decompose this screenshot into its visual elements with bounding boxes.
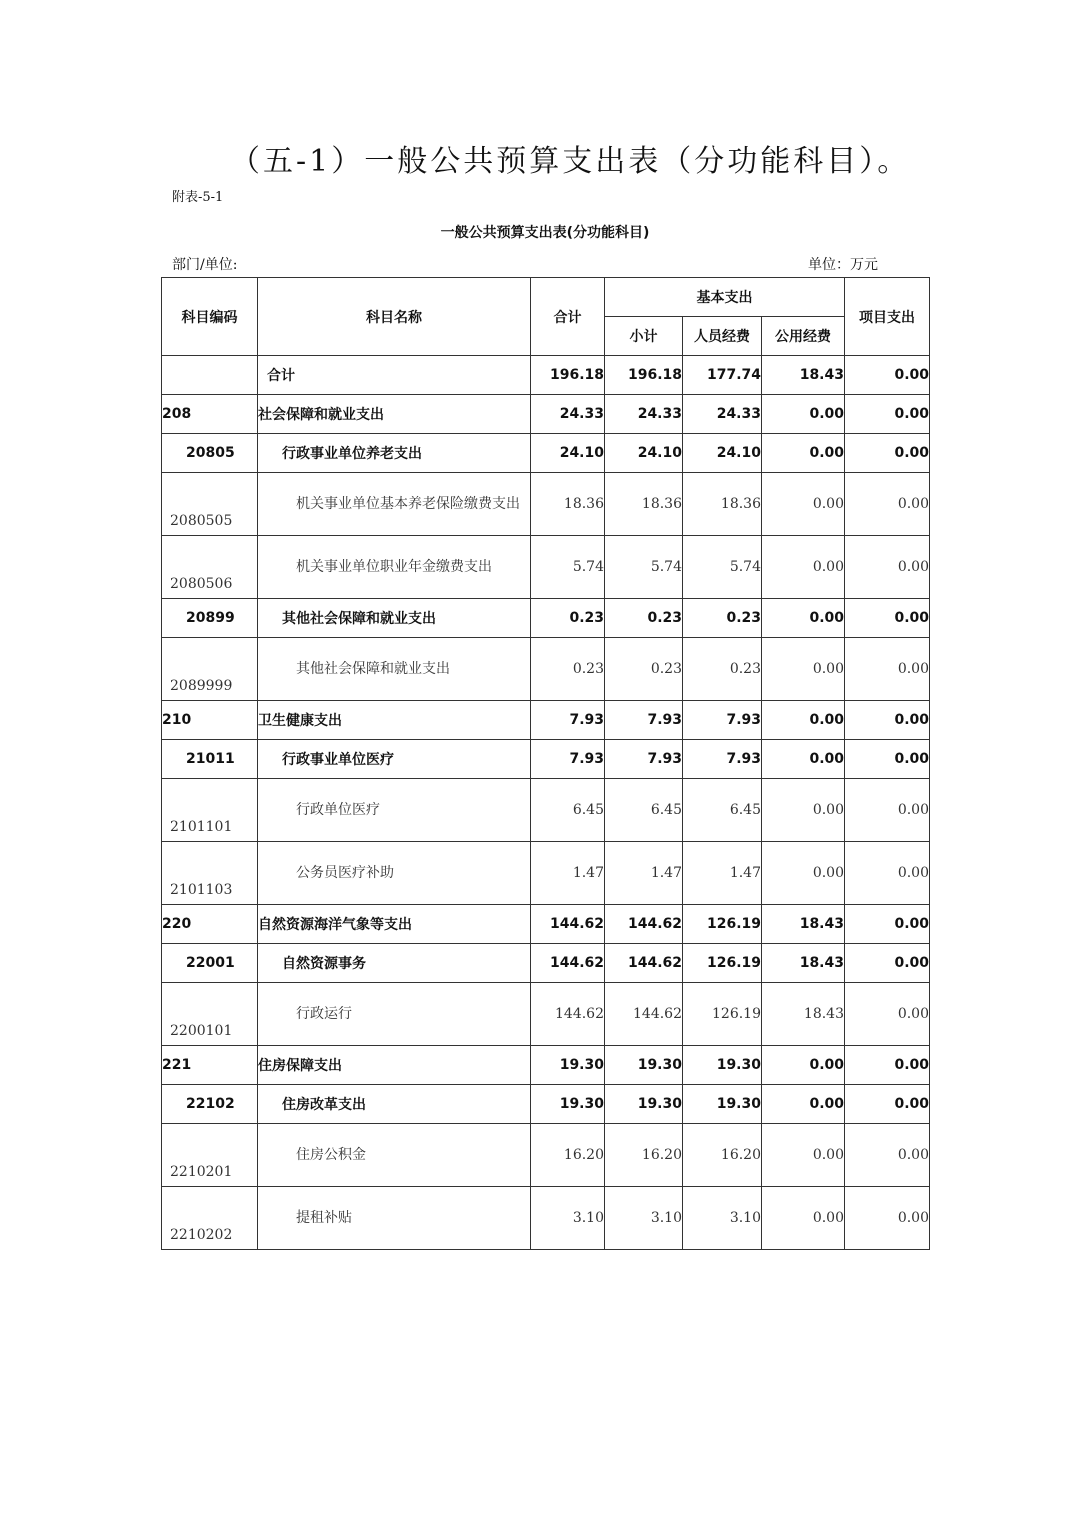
cell-name: 其他社会保障和就业支出 [258,638,531,701]
cell-public: 0.00 [762,842,845,905]
cell-name: 行政单位医疗 [258,779,531,842]
cell-subtotal: 7.93 [605,701,683,740]
table-row [162,356,930,395]
cell-personnel: 177.74 [683,356,762,395]
cell-code: 221 [162,1046,258,1085]
cell-public: 18.43 [762,356,845,395]
cell-public: 18.43 [762,905,845,944]
cell-name: 住房保障支出 [258,1046,531,1085]
cell-code: 2080506 [162,536,258,599]
table-row [162,434,930,473]
cell-subtotal: 18.36 [605,473,683,536]
page-heading: （五-1）一般公共预算支出表（分功能科目）。 [230,144,911,179]
cell-public: 0.00 [762,1046,845,1085]
cell-subtotal: 6.45 [605,779,683,842]
cell-code: 22102 [162,1085,258,1124]
cell-code: 2200101 [162,983,258,1046]
header-subtotal: 小计 [605,317,683,356]
cell-subtotal: 144.62 [605,983,683,1046]
cell-project: 0.00 [845,701,930,740]
cell-project: 0.00 [845,779,930,842]
header-total: 合计 [531,278,605,356]
cell-project: 0.00 [845,536,930,599]
cell-project: 0.00 [845,356,930,395]
header-personnel: 人员经费 [683,317,762,356]
header-basic: 基本支出 [605,278,845,317]
cell-personnel: 3.10 [683,1187,762,1250]
cell-name: 住房公积金 [258,1124,531,1187]
cell-project: 0.00 [845,599,930,638]
cell-public: 0.00 [762,701,845,740]
attachment-label: 附表-5-1 [172,190,224,205]
table-row [162,536,930,599]
cell-code: 2089999 [162,638,258,701]
cell-personnel: 1.47 [683,842,762,905]
cell-project: 0.00 [845,434,930,473]
cell-total: 19.30 [531,1046,605,1085]
table-row [162,638,930,701]
cell-project: 0.00 [845,905,930,944]
table-row [162,905,930,944]
cell-total: 24.10 [531,434,605,473]
unit-label: 单位：万元 [808,257,878,273]
cell-name: 自然资源海洋气象等支出 [258,905,531,944]
table-title: 一般公共预算支出表(分功能科目) [440,225,650,241]
table-row [162,701,930,740]
cell-total: 5.74 [531,536,605,599]
cell-public: 18.43 [762,944,845,983]
cell-subtotal: 144.62 [605,944,683,983]
cell-total: 24.33 [531,395,605,434]
cell-total: 144.62 [531,905,605,944]
cell-public: 0.00 [762,1124,845,1187]
cell-project: 0.00 [845,473,930,536]
cell-subtotal: 0.23 [605,638,683,701]
cell-total: 144.62 [531,983,605,1046]
cell-project: 0.00 [845,1124,930,1187]
cell-total: 7.93 [531,701,605,740]
table-row [162,1046,930,1085]
cell-subtotal: 19.30 [605,1085,683,1124]
cell-personnel: 7.93 [683,740,762,779]
cell-public: 0.00 [762,536,845,599]
cell-personnel: 6.45 [683,779,762,842]
cell-subtotal: 1.47 [605,842,683,905]
cell-total: 0.23 [531,638,605,701]
cell-subtotal: 3.10 [605,1187,683,1250]
cell-name: 其他社会保障和就业支出 [258,599,531,638]
cell-name: 合计 [258,356,531,395]
cell-total: 196.18 [531,356,605,395]
budget-table [161,277,930,1250]
cell-personnel: 126.19 [683,983,762,1046]
cell-total: 6.45 [531,779,605,842]
department-label: 部门/单位: [172,257,238,273]
cell-personnel: 19.30 [683,1046,762,1085]
cell-public: 18.43 [762,983,845,1046]
table-row [162,1187,930,1250]
cell-code: 2210201 [162,1124,258,1187]
cell-project: 0.00 [845,740,930,779]
cell-code: 220 [162,905,258,944]
cell-subtotal: 196.18 [605,356,683,395]
cell-subtotal: 24.33 [605,395,683,434]
cell-public: 0.00 [762,638,845,701]
table-row [162,983,930,1046]
cell-code: 22001 [162,944,258,983]
cell-code: 20805 [162,434,258,473]
cell-personnel: 24.33 [683,395,762,434]
cell-subtotal: 7.93 [605,740,683,779]
table-row [162,1124,930,1187]
cell-code: 210 [162,701,258,740]
table-row [162,740,930,779]
cell-personnel: 5.74 [683,536,762,599]
cell-subtotal: 24.10 [605,434,683,473]
table-row [162,395,930,434]
header-public: 公用经费 [762,317,845,356]
header-row-top [162,278,930,317]
cell-name: 社会保障和就业支出 [258,395,531,434]
cell-name: 提租补贴 [258,1187,531,1250]
cell-personnel: 126.19 [683,944,762,983]
cell-personnel: 18.36 [683,473,762,536]
cell-name: 住房改革支出 [258,1085,531,1124]
cell-code: 2101103 [162,842,258,905]
cell-name: 机关事业单位基本养老保险缴费支出 [258,473,531,536]
cell-personnel: 16.20 [683,1124,762,1187]
table-row [162,842,930,905]
cell-project: 0.00 [845,638,930,701]
cell-public: 0.00 [762,473,845,536]
cell-project: 0.00 [845,1187,930,1250]
cell-name: 行政事业单位医疗 [258,740,531,779]
header-project: 项目支出 [845,278,930,356]
table-row [162,779,930,842]
cell-personnel: 126.19 [683,905,762,944]
cell-public: 0.00 [762,740,845,779]
cell-total: 0.23 [531,599,605,638]
cell-subtotal: 19.30 [605,1046,683,1085]
cell-total: 18.36 [531,473,605,536]
cell-code [162,356,258,395]
cell-name: 行政运行 [258,983,531,1046]
table-body [162,356,930,1250]
table-row [162,599,930,638]
cell-name: 卫生健康支出 [258,701,531,740]
cell-public: 0.00 [762,599,845,638]
cell-code: 2080505 [162,473,258,536]
cell-total: 144.62 [531,944,605,983]
cell-name: 行政事业单位养老支出 [258,434,531,473]
table-row [162,473,930,536]
cell-public: 0.00 [762,1187,845,1250]
cell-project: 0.00 [845,1046,930,1085]
cell-total: 7.93 [531,740,605,779]
cell-name: 自然资源事务 [258,944,531,983]
cell-total: 1.47 [531,842,605,905]
cell-project: 0.00 [845,1085,930,1124]
cell-total: 19.30 [531,1085,605,1124]
cell-code: 2210202 [162,1187,258,1250]
cell-name: 机关事业单位职业年金缴费支出 [258,536,531,599]
cell-name: 公务员医疗补助 [258,842,531,905]
table-row [162,944,930,983]
cell-subtotal: 144.62 [605,905,683,944]
cell-personnel: 24.10 [683,434,762,473]
cell-total: 3.10 [531,1187,605,1250]
cell-code: 20899 [162,599,258,638]
cell-project: 0.00 [845,983,930,1046]
cell-project: 0.00 [845,944,930,983]
header-name: 科目名称 [258,278,531,356]
cell-personnel: 7.93 [683,701,762,740]
table-row [162,1085,930,1124]
cell-code: 2101101 [162,779,258,842]
cell-subtotal: 16.20 [605,1124,683,1187]
cell-code: 21011 [162,740,258,779]
cell-personnel: 19.30 [683,1085,762,1124]
cell-code: 208 [162,395,258,434]
cell-public: 0.00 [762,395,845,434]
cell-subtotal: 5.74 [605,536,683,599]
cell-public: 0.00 [762,779,845,842]
cell-project: 0.00 [845,842,930,905]
cell-total: 16.20 [531,1124,605,1187]
cell-project: 0.00 [845,395,930,434]
cell-personnel: 0.23 [683,638,762,701]
cell-personnel: 0.23 [683,599,762,638]
cell-public: 0.00 [762,1085,845,1124]
cell-subtotal: 0.23 [605,599,683,638]
header-code: 科目编码 [162,278,258,356]
cell-public: 0.00 [762,434,845,473]
